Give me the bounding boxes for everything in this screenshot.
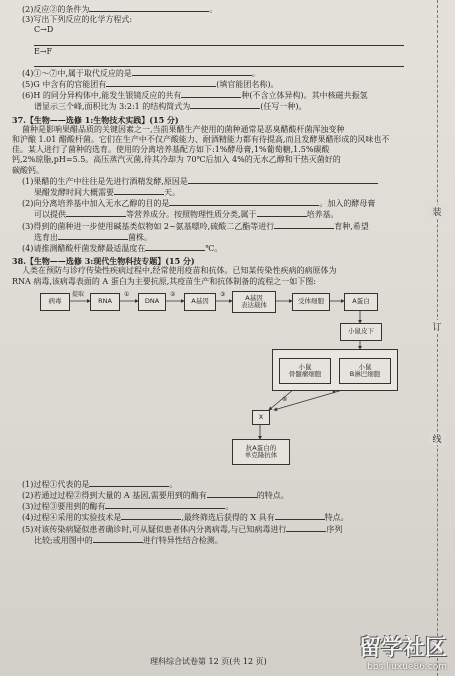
- q38-sub-3: (3)过程③要用到的酶有 。: [22, 502, 234, 512]
- watermark: [359, 631, 447, 672]
- q37-para: 碳酸钙。: [12, 165, 44, 175]
- flow-dna-box: DNA: [138, 293, 166, 311]
- binding-dashed-line: [437, 0, 438, 676]
- flow-vector-box: A基因 表达载体: [232, 291, 276, 313]
- q37-sub-2: (2)向分离培养基中加入无水乙醇的目的是 。加入的酵母膏: [22, 199, 376, 209]
- q37-title: 37.【生物——选修 1:生物技术实践】(15 分): [12, 114, 179, 125]
- q37-sub-1-cont: 果醋发酵时间大概需要 天。: [34, 188, 180, 198]
- flow-agene-box: A基因: [184, 293, 216, 311]
- q37-sub-1: (1)果醋的生产中往往是先进行酒精发酵,原因是: [12, 176, 420, 187]
- flow-recipient-cell-box: 受体细胞: [292, 293, 330, 311]
- q37-para: 和沪酿 1.01 醋酸杆菌。它们在生产中不仅产酸能力、耐酒精能力都有待提高,而且发酵果醋形成的风味也不: [12, 135, 390, 145]
- answer-line: [34, 57, 404, 67]
- q38-sub-5-cont: 比较;或用图中的 进行特异性结合检测。: [34, 535, 223, 545]
- q38-para: RNA 病毒,该病毒表面的 A 蛋白为主要抗原,其疫苗生产和抗体制备的流程之一如下图:: [12, 276, 316, 286]
- q36-item-3: (3)写出下列反应的化学方程式:: [22, 15, 133, 25]
- flow-rna-box: RNA: [90, 293, 120, 311]
- flow-step-2: ②: [170, 290, 176, 298]
- flow-step-4: ④: [282, 395, 288, 403]
- q38-para: 人类在预防与诊疗传染性疾病过程中,经常使用疫苗和抗体。已知某传染性疾病的病原体为: [22, 266, 337, 276]
- flow-x-box: X: [252, 410, 270, 425]
- q37-para: 菌种是影响果醋品质的关键因素之一,当前果醋生产使用的菌种通常是恶臭醋酸杆菌浑浊变种: [22, 124, 345, 134]
- flow-step-3: ③: [220, 290, 226, 298]
- watermark-url: bbs.liuxue86.com: [367, 662, 447, 672]
- flow-virus-box: 病毒: [40, 293, 70, 311]
- flow-myeloma-box: 小鼠 骨髓瘤细胞: [279, 358, 331, 384]
- page-content: [12, 4, 420, 546]
- q38-sub-1: (1)过程①代表的是 。: [22, 479, 178, 489]
- q38-sub-5: (5)对该传染病疑似患者确诊时,可从疑似患者体内分离病毒,与已知病毒进行 序列: [22, 524, 343, 534]
- answer-line: [34, 36, 404, 46]
- binding-label: 线: [429, 432, 445, 445]
- q36-item-6: (6)H 的同分异构体中,能发生银镜反应的共有 种(不含立体异构)。其中核磁共振氢: [22, 91, 368, 101]
- q36-item-2: (2)反应②的条件为 。: [22, 5, 218, 14]
- q38-title: 38.【生物——选修 3:现代生物科技专题】(15 分): [12, 256, 195, 267]
- flow-diagram: [34, 289, 414, 477]
- flow-step-1: ①: [124, 290, 130, 298]
- flow-label-extract: 提取: [72, 290, 85, 298]
- q38-sub-4: (4)过程④采用的实验技术是 ,最终筛选后获得的 X 具有 特点。: [22, 513, 349, 523]
- page-footer: 理科综合试卷第 12 页(共 12 页): [150, 657, 267, 666]
- binding-margin: [425, 0, 455, 676]
- q37-sub-3-cont: 选育出 菌株。: [34, 232, 152, 242]
- q36-eq-ef: E→F: [34, 46, 53, 56]
- flow-mab-box: 抗A蛋白的 单克隆抗体: [232, 439, 290, 465]
- q38-sub-2: (2)若通过过程②得到大量的 A 基因,需要用到的酶有 的特点。: [22, 491, 289, 501]
- q37-para: 钙,2%琼脂,pH=5.5。高压蒸汽灭菌,待其冷却为 70℃后加入 4%的无水乙醇和干热灭菌好的: [12, 155, 341, 165]
- flow-injection-box: 小鼠皮下: [340, 323, 382, 341]
- q37-para: 佳。某人进行了菌种的选育。使用的分离培养基配方如下:1%酵母膏,1%葡萄糖,1.5%碳酸: [12, 145, 330, 155]
- q36-item-4: (4)①～⑦中,属于取代反应的是 。: [22, 68, 260, 78]
- q36-item-5: (5)G 中含有的官能团有 (填官能团名称)。: [22, 80, 279, 90]
- flow-cells-group: [272, 349, 398, 391]
- binding-label: 装: [429, 205, 445, 218]
- q36-item-6-cont: 谱显示三个峰,面积比为 3:2:1 的结构简式为 (任写一种)。: [34, 102, 307, 112]
- binding-label: 订: [429, 320, 445, 333]
- q37-sub-3: (3)得到的菌种进一步使用碱基类似物如 2~氨基嘌呤,硫酸二乙酯等进行 育种,希望: [22, 221, 369, 231]
- flow-bcell-box: 小鼠 B淋巴细胞: [339, 358, 391, 384]
- flow-aprotein-box: A蛋白: [344, 293, 378, 311]
- watermark-title: 留学社区: [358, 636, 447, 661]
- q37-sub-2-cont: 可以提供 等营养成分。按照物理性质分类,属于 培养基。: [34, 210, 339, 220]
- q37-sub-4: (4)请推测醋酸杆菌发酵最适温度在 ℃。: [22, 244, 223, 254]
- q36-eq-cd: C→D: [34, 25, 54, 35]
